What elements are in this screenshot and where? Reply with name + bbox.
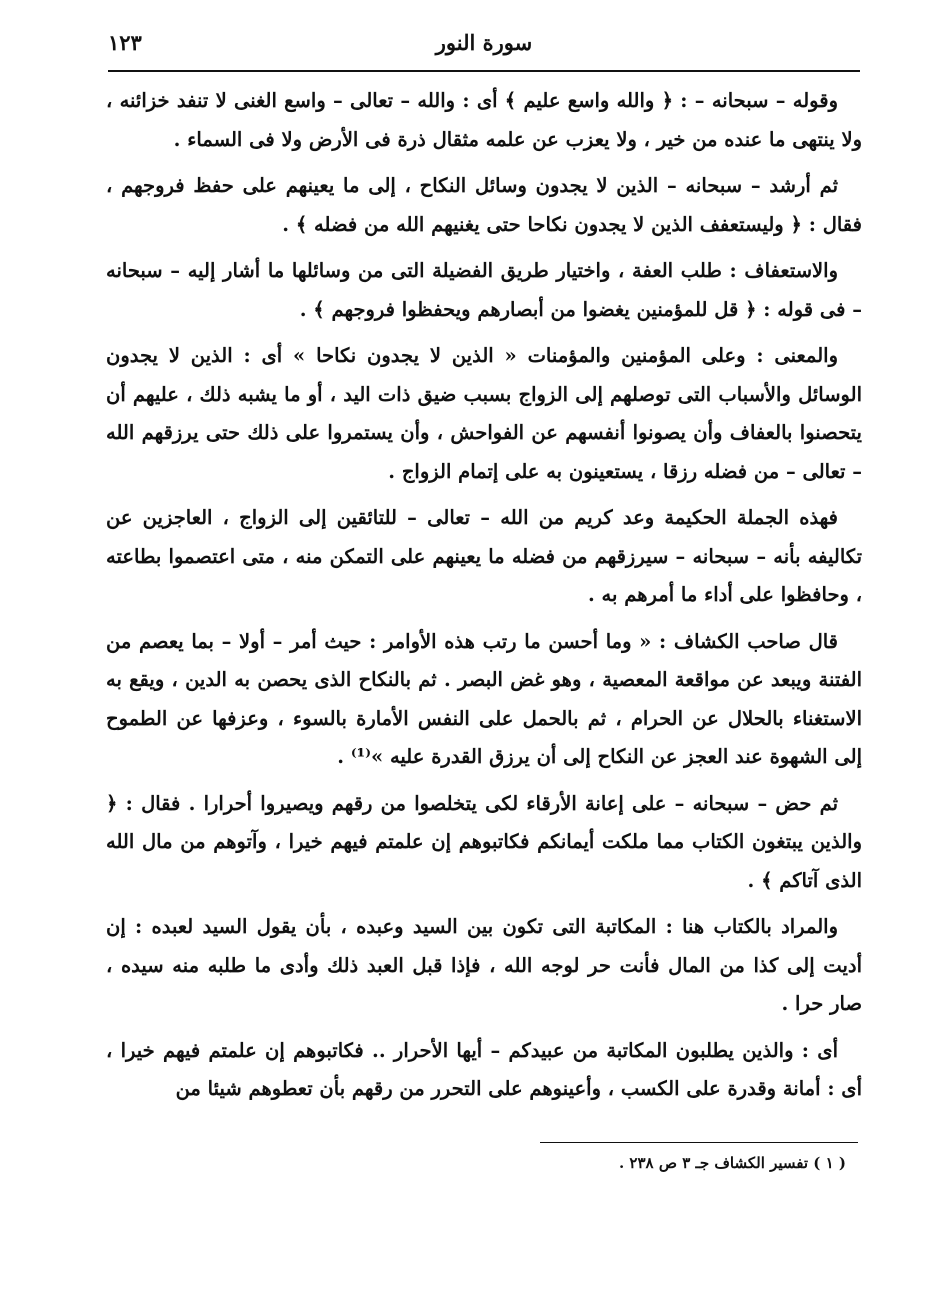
- header-divider: [108, 70, 860, 72]
- paragraph: ثم أرشد – سبحانه – الذين لا يجدون وسائل النكاح ، إلى ما يعينهم على حفظ فروجهم ، فقال : ﴿ وليستعفف الذين لا يجدون نكاحا حتى يغنيهم الله من فضله ﴾ .: [106, 174, 862, 236]
- page-number: ١٢٣: [108, 30, 142, 55]
- paragraph: والاستعفاف : طلب العفة ، واختيار طريق الفضيلة التى من وسائلها ما أشار إليه – سبحانه – فى قوله : ﴿ قل للمؤمنين يغضوا من أبصارهم ويحفظوا فروجهم ﴾ .: [106, 259, 862, 321]
- paragraph: قال صاحب الكشاف : « وما أحسن ما رتب هذه الأوامر : حيث أمر – أولا – بما يعصم من الفتنة ويبعد عن مواقعة المعصية ، وهو غض البصر . ثم بالنكاح الذى يحصن به الدين ، ويقع به الاستغناء بالحلال عن الحرام ، ثم بالحمل على النفس الأمارة بالسوء ، وعزفها عن الطموح إلى الشهوة عند العجز عن النكاح إلى أن يرزق القدرة عليه »⁽¹⁾ .: [106, 629, 862, 768]
- paragraph: وقوله – سبحانه – : ﴿ والله واسع عليم ﴾ أى : والله – تعالى – واسع الغنى لا تنفد خزائنه ، ولا ينتهى ما عنده من خير ، ولا يعزب عن علمه مثقال ذرة فى الأرض ولا فى السماء .: [106, 89, 862, 151]
- footnote: ( ١ ) تفسير الكشاف جـ ٣ ص ٢٣٨ .: [618, 1154, 846, 1172]
- body-text: [106, 82, 862, 1117]
- footnote-divider: [540, 1142, 858, 1143]
- paragraph: أى : والذين يطلبون المكاتبة من عبيدكم – أيها الأحرار .. فكاتبوهم إن علمتم فيهم خيرا ، أى : أمانة وقدرة على الكسب ، وأعينوهم على التحرر من رقهم بأن تعطوهم شيئا من: [106, 1038, 862, 1100]
- page-header: [108, 24, 860, 68]
- paragraph: ثم حض – سبحانه – على إعانة الأرقاء لكى يتخلصوا من رقهم ويصيروا أحرارا . فقال : ﴿ والذين يبتغون الكتاب مما ملكت أيمانكم فكاتبوهم إن علمتم فيهم خيرا ، وآتوهم من مال الله الذى آتاكم ﴾ .: [106, 791, 862, 892]
- surah-title: سورة النور: [435, 30, 533, 55]
- paragraph: والمعنى : وعلى المؤمنين والمؤمنات « الذين لا يجدون نكاحا » أى : الذين لا يجدون الوسائل والأسباب التى توصلهم إلى الزواج بسبب ضيق ذات اليد ، أو ما يشبه ذلك ، عليهم أن يتحصنوا بالعفاف وأن يصونوا أنفسهم عن الفواحش ، وأن يستمروا على ذلك حتى يرزقهم الله – تعالى – من فضله رزقا ، يستعينون به على إتمام الزواج .: [106, 344, 862, 483]
- paragraph: فهذه الجملة الحكيمة وعد كريم من الله – تعالى – للتائقين إلى الزواج ، العاجزين عن تكاليفه بأنه – سبحانه – سيرزقهم من فضله ما يعينهم على التمكن منه ، متى اعتصموا بطاعته ، وحافظوا على أداء ما أمرهم به .: [106, 506, 862, 606]
- paragraph: والمراد بالكتاب هنا : المكاتبة التى تكون بين السيد وعبده ، بأن يقول السيد لعبده : إن أديت إلى كذا من المال فأنت حر لوجه الله ، فإذا قبل العبد ذلك وأدى ما طلبه منه سيده ، صار حرا .: [106, 915, 862, 1015]
